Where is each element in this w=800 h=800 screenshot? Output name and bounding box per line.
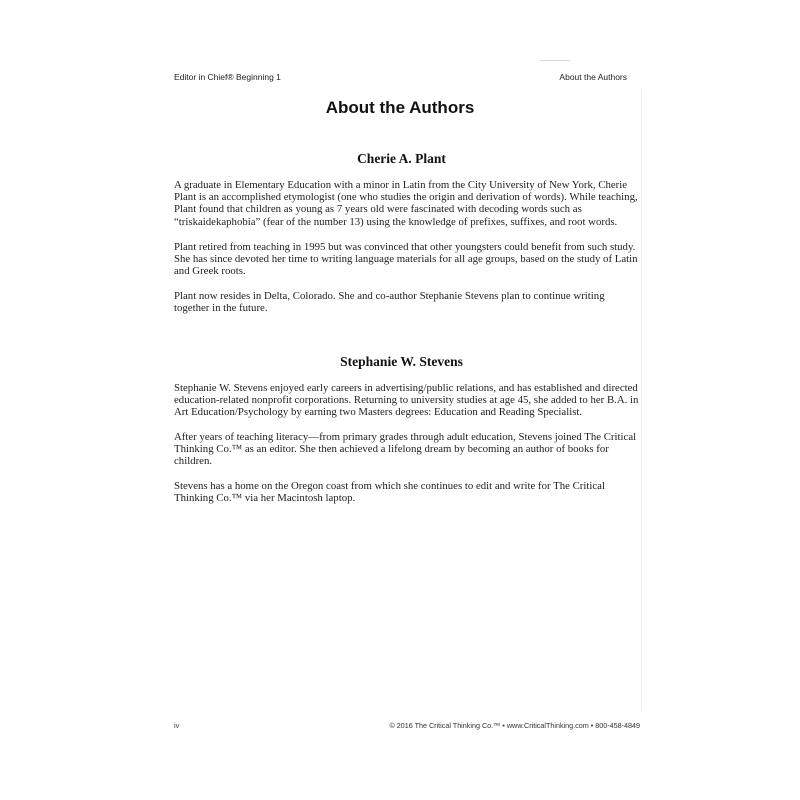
author-heading-stevens: Stephanie W. Stevens [340,354,463,369]
running-header-section: About the Authors [559,72,627,82]
copyright-footer: © 2016 The Critical Thinking Co.™ • www.CriticalThinking.com • 800-458-4849 [389,721,640,730]
scan-edge [641,90,642,710]
author-paragraph: A graduate in Elementary Education with a minor in Latin from the City University of New York, Cherie Plant is an accomplished etymologist (one who studies the origin and derivation of words). While teaching, Plant found that children as young as 7 years old were fascinated with decoding words such as “triskaidekaphobia” (fear of the number 13) using the knowledge of prefixes, suffixes, and root words. [174,179,638,228]
author-heading-plant: Cherie A. Plant [357,151,446,166]
author-paragraph: Stevens has a home on the Oregon coast from which she continues to edit and write for The Critical Thinking Co.™ via her Macintosh laptop. [174,480,605,505]
page-number: iv [174,721,180,730]
author-paragraph: Plant retired from teaching in 1995 but was convinced that other youngsters could benefit from such study. She has since devoted her time to writing language materials for all age groups, based on the study of Latin and Greek roots. [174,241,638,278]
running-header-book-title: Editor in Chief® Beginning 1 [174,72,281,82]
author-paragraph: After years of teaching literacy—from primary grades through adult education, Stevens joined The Critical Thinking Co.™ as an editor. She then achieved a lifelong dream by becoming an author of books for children. [174,431,637,468]
scan-line [540,60,570,61]
author-paragraph: Stephanie W. Stevens enjoyed early careers in advertising/public relations, and has established and directed education-related nonprofit corporations. Returning to university studies at age 45, she added to her B.A. in Art Education/Psychology by earning two Masters degrees: Education and Reading Specialist. [174,382,639,419]
author-paragraph: Plant now resides in Delta, Colorado. She and co-author Stephanie Stevens plan to continue writing together in the future. [174,290,605,315]
page-title: About the Authors [325,98,475,117]
